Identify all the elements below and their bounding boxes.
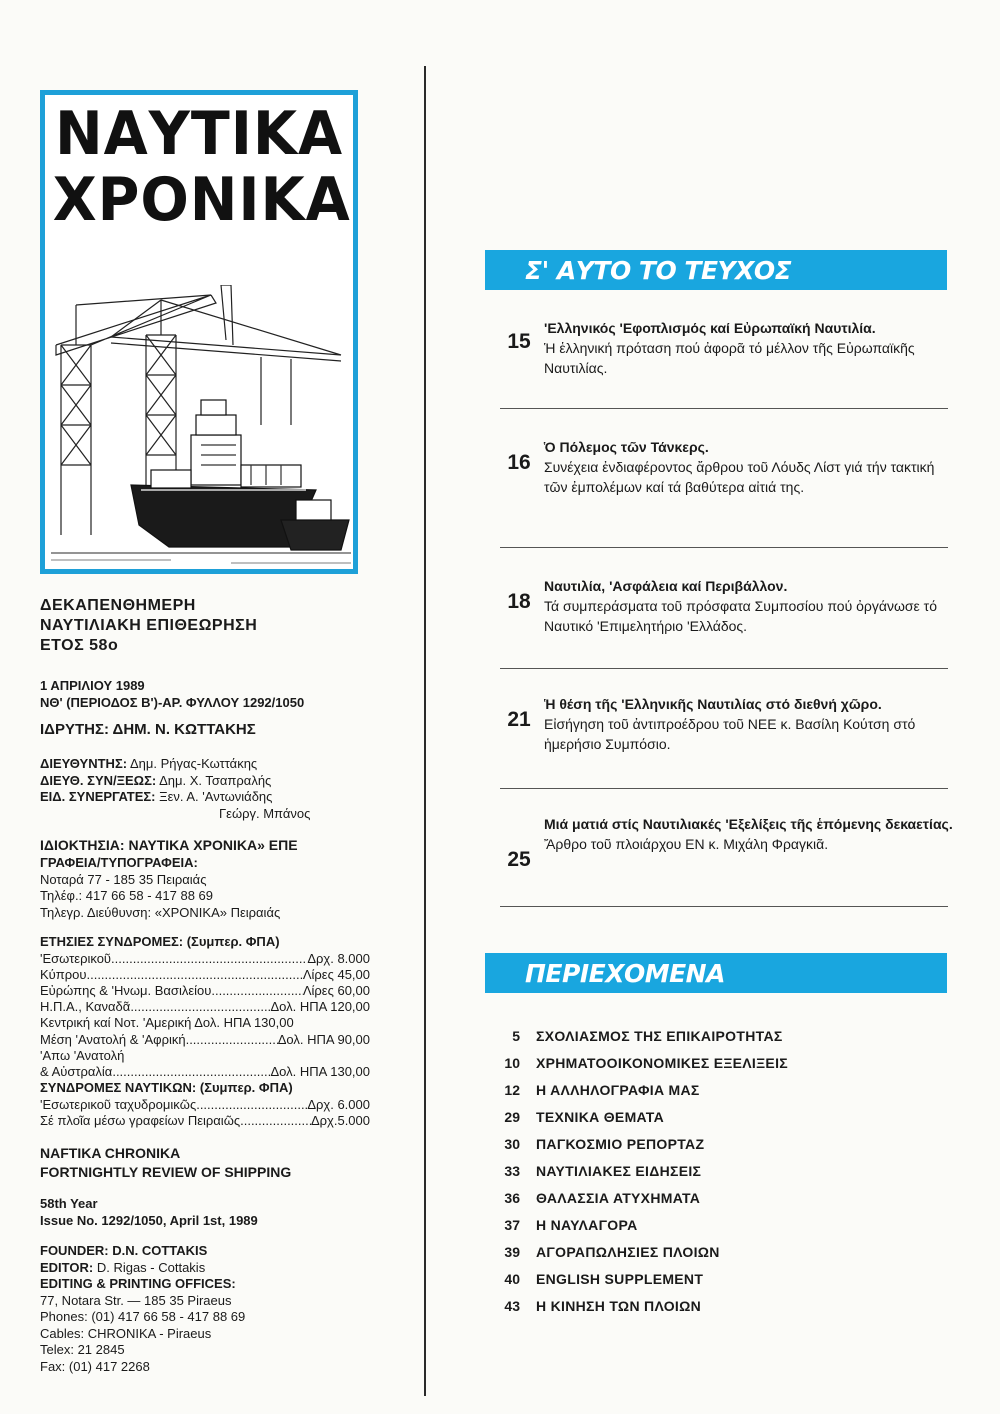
article-separator (500, 668, 948, 669)
subscription-label: Εὐρώπης & 'Ηνωμ. Βασιλείου (40, 982, 212, 998)
publication-info (40, 596, 420, 656)
subscription-label: Η.Π.Α., Καναδᾶ (40, 999, 131, 1015)
english-editor-label: EDITOR: (40, 1259, 94, 1275)
staff-name: Δημ. Χ. Τσαπραλής (156, 772, 272, 788)
contents-page: 29 (504, 1108, 520, 1125)
subscription-value: Δολ. ΗΠΑ 90,00 (277, 1031, 370, 1047)
subscription-label: Κύπρου (40, 966, 87, 982)
staff-contributors (40, 789, 420, 806)
english-fax: Fax: (01) 417 2268 (40, 1358, 150, 1374)
article-page: 25 (507, 848, 531, 871)
subscription-row (40, 983, 370, 999)
contents-page: 43 (504, 1297, 520, 1314)
contents-heading: ΠΕΡΙΕΧΟΜΕΝΑ (525, 959, 725, 988)
subscription-label: Σέ πλοῖα μέσω γραφείων Πειραιῶς (40, 1112, 241, 1128)
masthead-title (52, 99, 351, 235)
contents-item[interactable] (498, 1130, 928, 1157)
in-this-issue-banner (485, 250, 947, 290)
contents-item[interactable] (498, 1265, 928, 1292)
contents-title: ΘΑΛΑΣΣΙΑ ΑΤΥΧΗΜΑΤΑ (536, 1189, 701, 1206)
staff-role: ΕΙΔ. ΣΥΝΕΡΓΑΤΕΣ: (40, 789, 156, 804)
staff-director (40, 756, 420, 773)
subscriptions-heading: ΕΤΗΣΙΕΣ ΣΥΝΔΡΟΜΕΣ: (Συμπερ. ΦΠΑ) (40, 934, 280, 949)
subscription-row (40, 1113, 370, 1129)
contents-title: ΠΑΓΚΟΣΜΙΟ ΡΕΠΟΡΤΑΖ (536, 1135, 705, 1152)
article-separator (500, 547, 948, 548)
masthead (40, 90, 358, 574)
staff-role: ΔΙΕΥΘΥΝΤΗΣ: (40, 756, 128, 771)
subscription-row (40, 951, 370, 967)
subscription-label: 'Απω 'Ανατολή (40, 1047, 125, 1063)
publication-type-line2: ΝΑΥΤΙΛΙΑΚΗ ΕΠΙΘΕΩΡΗΣΗ (40, 617, 258, 634)
article-description: Συνέχεια ἐνδιαφέροντος ἄρθρου τοῦ Λόυδς Λίστ γιά τήν τακτική τῶν ἐμπολέμων καί τά βαθύτερα αἰτιά της. (544, 459, 935, 495)
english-editor-name: D. Rigas - Cottakis (93, 1259, 206, 1275)
publication-year: ΕΤΟΣ 58ο (40, 637, 119, 654)
offices-phone: Τηλέφ.: 417 66 58 - 417 88 69 (40, 888, 213, 903)
offices-address: Νοταρά 77 - 185 35 Πειραιάς (40, 871, 207, 887)
article-page: 15 (507, 330, 531, 353)
contents-item[interactable] (498, 1022, 928, 1049)
contents-page: 39 (504, 1243, 520, 1260)
english-cables: Cables: CHRONIKA - Piraeus (40, 1325, 212, 1341)
contents-item[interactable] (498, 1292, 928, 1319)
contents-item[interactable] (498, 1103, 928, 1130)
masthead-title-line2: ΧΡΟΝΙΚΑ (52, 165, 351, 235)
article-page: 16 (507, 451, 531, 474)
contents-list (498, 1022, 928, 1319)
english-telex: Telex: 21 2845 (40, 1342, 125, 1357)
subscription-row (40, 967, 370, 983)
staff-name: Δημ. Ρήγας-Κωττάκης (127, 756, 258, 771)
contents-title: ΝΑΥΤΙΛΙΑΚΕΣ ΕΙΔΗΣΕΙΣ (536, 1162, 702, 1179)
publication-type-line1: ΔΕΚΑΠΕΝΘΗΜΕΡΗ (40, 597, 196, 614)
subscription-value: Δρχ. 8.000 (307, 950, 370, 966)
subscription-label: Μέση 'Ανατολή & 'Αφρική (40, 1031, 186, 1047)
subscription-value: Δολ. ΗΠΑ 120,00 (270, 999, 370, 1015)
english-editor (40, 1260, 420, 1277)
english-issue (40, 1196, 420, 1229)
contents-item[interactable] (498, 1211, 928, 1238)
article-title: Ναυτιλία, 'Ασφάλεια καί Περιβάλλον. (544, 578, 788, 594)
subscription-row (40, 1015, 370, 1031)
issue-info (40, 678, 420, 739)
masthead-title-line1: ΝΑΥΤΙΚΑ (54, 99, 344, 169)
staff-name: Ξεν. Α. 'Αντωνιάδης (155, 789, 273, 804)
contents-title: ΑΓΟΡΑΠΩΛΗΣΙΕΣ ΠΛΟΙΩΝ (536, 1243, 720, 1260)
english-phones: Phones: (01) 417 66 58 - 417 88 69 (40, 1309, 246, 1324)
english-address: 77, Notara Str. — 185 35 Piraeus (40, 1292, 232, 1308)
article-page: 21 (507, 708, 531, 731)
article-description: Τά συμπεράσματα τοῦ πρόσφατα Συμποσίου πού ὀργάνωσε τό Ναυτικό 'Επιμελητήριο 'Ελλάδος. (544, 598, 937, 634)
staff-editor (40, 773, 420, 790)
contents-item[interactable] (498, 1049, 928, 1076)
contents-page: 37 (504, 1216, 520, 1233)
subscription-value: Λίρες 45,00 (302, 966, 370, 982)
contents-page: 12 (504, 1081, 520, 1098)
subscription-label: 'Εσωτερικοῦ ταχυδρομικῶς (40, 1096, 197, 1112)
contents-item[interactable] (498, 1076, 928, 1103)
owner: ΙΔΙΟΚΤΗΣΙΑ: ΝΑΥΤΙΚΑ ΧΡΟΝΙΚΑ» ΕΠΕ (40, 837, 298, 853)
subscription-label: 'Εσωτερικοῦ (40, 950, 112, 966)
column-divider (424, 66, 426, 1396)
contents-item[interactable] (498, 1184, 928, 1211)
article-title: 'Ελληνικός 'Εφοπλισμός καί Εὐρωπαϊκή Ναυτιλία. (544, 320, 876, 336)
article-title: Μιά ματιά στίς Ναυτιλιακές 'Εξελίξεις τῆς ἑπόμενης δεκαετίας. (544, 816, 953, 832)
contents-page: 5 (512, 1027, 520, 1044)
contents-banner (485, 953, 947, 993)
contents-page: 40 (504, 1270, 520, 1287)
subscription-row (40, 999, 370, 1015)
english-founder: FOUNDER: D.N. COTTAKIS (40, 1243, 208, 1258)
contents-title: ΤΕΧΝΙΚΑ ΘΕΜΑΤΑ (536, 1108, 664, 1125)
subscriptions (40, 934, 370, 1129)
issue-number: ΝΘ' (ΠΕΡΙΟΔΟΣ Β')-ΑΡ. ΦΥΛΛΟΥ 1292/1050 (40, 694, 305, 710)
subscription-value: Δρχ. 6.000 (307, 1096, 370, 1112)
contents-title: Η ΑΛΛΗΛΟΓΡΑΦΙΑ ΜΑΣ (536, 1081, 700, 1098)
contents-page: 30 (504, 1135, 520, 1152)
contents-title: Η ΝΑΥΛΑΓΟΡΑ (536, 1216, 638, 1233)
article-description: Ἄρθρο τοῦ πλοιάρχου ΕΝ κ. Μιχάλη Φραγκιᾶ. (544, 836, 829, 852)
subscription-row (40, 1048, 370, 1064)
english-info (40, 1144, 420, 1182)
founder-greek: ΙΔΡΥΤΗΣ: ΔΗΜ. Ν. ΚΩΤΤΑΚΗΣ (40, 721, 256, 738)
article-description: Εἰσήγηση τοῦ ἀντιπροέδρου τοῦ ΝΕΕ κ. Βασίλη Κούτση στό ἡμερήσιο Συμπόσιο. (544, 716, 916, 752)
subscription-value: Λίρες 60,00 (302, 982, 370, 998)
english-year: 58th Year (40, 1196, 98, 1211)
ship-subscriptions-heading: ΣΥΝΔΡΟΜΕΣ ΝΑΥΤΙΚΩΝ: (Συμπερ. ΦΠΑ) (40, 1080, 293, 1096)
contents-title: ΧΡΗΜΑΤΟΟΙΚΟΝΟΜΙΚΕΣ ΕΞΕΛΙΞΕΙΣ (536, 1054, 788, 1071)
article-title: Ἡ θέση τῆς 'Ελληνικῆς Ναυτιλίας στό διεθνή χῶρο. (544, 696, 882, 712)
subscription-row (40, 1097, 370, 1113)
staff-list (40, 756, 420, 822)
contents-page: 33 (504, 1162, 520, 1179)
contents-item[interactable] (498, 1238, 928, 1265)
offices-label: ΓΡΑΦΕΙΑ/ΤΥΠΟΓΡΑΦΕΙΑ: (40, 855, 198, 870)
issue-date: 1 ΑΠΡΙΛΙΟΥ 1989 (40, 678, 145, 693)
english-contacts (40, 1243, 420, 1375)
article-title: Ὁ Πόλεμος τῶν Τάνκερς. (544, 439, 709, 455)
contents-title: ΣΧΟΛΙΑΣΜΟΣ ΤΗΣ ΕΠΙΚΑΙΡΟΤΗΤΑΣ (536, 1027, 783, 1044)
ship-crane-illustration (51, 285, 351, 575)
article-description: Ἡ ἑλληνική πρόταση πού ἀφορᾶ τό μέλλον τῆς Εὐρωπαϊκῆς Ναυτιλίας. (544, 340, 915, 376)
subscription-label: & Αὐστραλία (40, 1063, 113, 1079)
article-separator (500, 408, 948, 409)
article-page: 18 (507, 590, 531, 613)
english-offices: EDITING & PRINTING OFFICES: (40, 1276, 236, 1291)
article-separator (500, 906, 948, 907)
in-this-issue-heading: Σ' ΑΥΤΟ ΤΟ ΤΕΥΧΟΣ (525, 256, 792, 285)
contents-item[interactable] (498, 1157, 928, 1184)
contents-page: 10 (504, 1054, 520, 1071)
subscription-value: Δρχ.5.000 (310, 1112, 370, 1128)
english-name: NAFTIKA CHRONIKA (40, 1145, 181, 1161)
article-separator (500, 788, 948, 789)
ownership-info (40, 836, 420, 921)
contents-page: 36 (504, 1189, 520, 1206)
english-issue-number: Issue No. 1292/1050, April 1st, 1989 (40, 1212, 258, 1228)
contents-title: ENGLISH SUPPLEMENT (536, 1270, 704, 1287)
subscription-value: Δολ. ΗΠΑ 130,00 (270, 1063, 370, 1079)
staff-role: ΔΙΕΥΘ. ΣΥΝ/ΞΕΩΣ: (40, 772, 157, 788)
staff-extra: Γεώργ. Μπάνος (219, 805, 311, 821)
contents-title: Η ΚΙΝΗΣΗ ΤΩΝ ΠΛΟΙΩΝ (536, 1297, 702, 1314)
offices-cable: Τηλεγρ. Διεύθυνση: «ΧΡΟΝΙΚΑ» Πειραιάς (40, 904, 281, 920)
english-tagline: FORTNIGHTLY REVIEW OF SHIPPING (40, 1164, 292, 1180)
subscription-label: Κεντρική καί Νοτ. 'Αμερική Δολ. ΗΠΑ 130,00 (40, 1015, 294, 1031)
subscription-row (40, 1064, 370, 1080)
subscription-row (40, 1032, 370, 1048)
